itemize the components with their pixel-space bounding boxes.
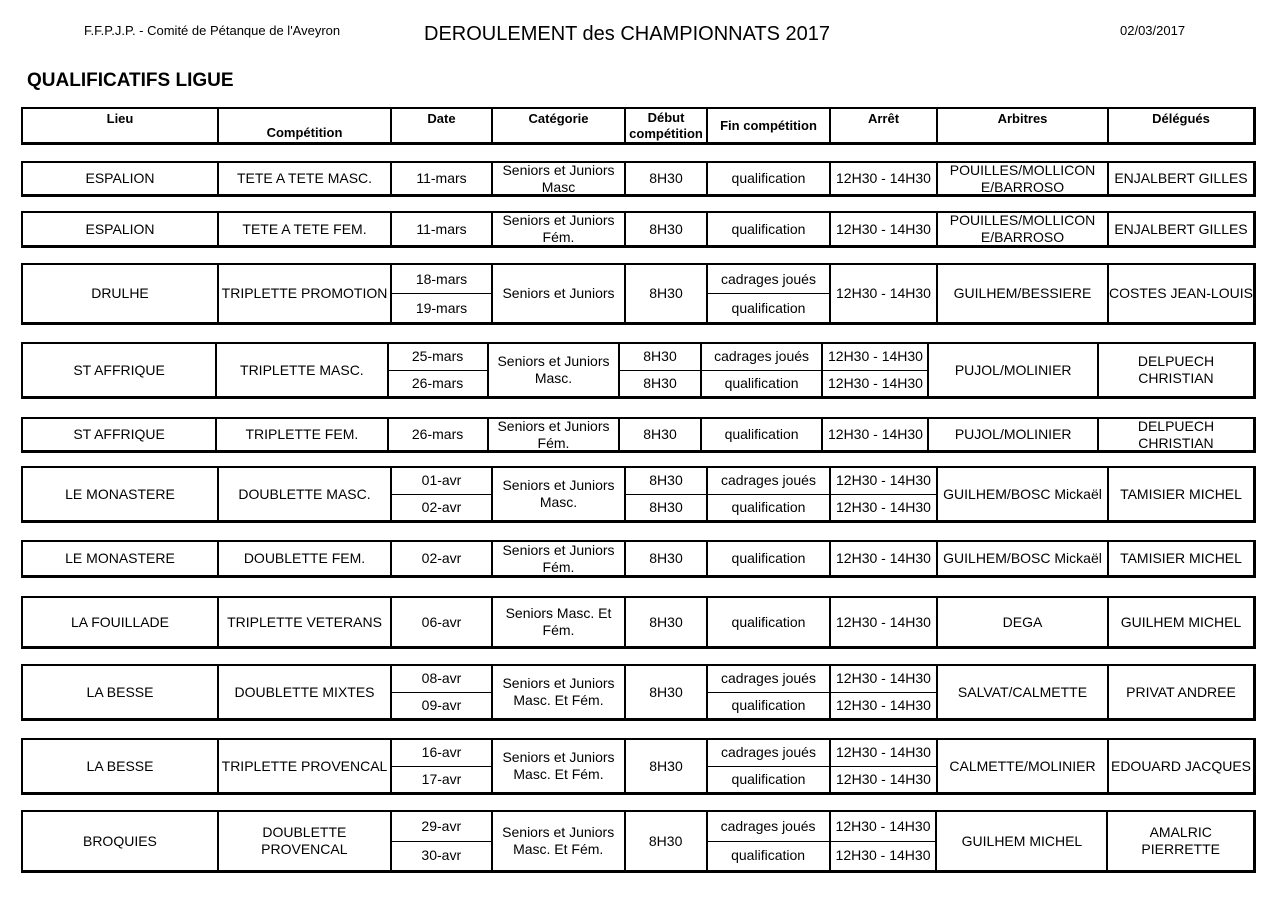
cell-debut <box>620 344 701 396</box>
cell-delegues: DELPUECH CHRISTIAN <box>1137 353 1215 386</box>
table-row <box>21 263 1256 325</box>
cell-categorie: Seniors et Juniors Fém. <box>493 542 626 575</box>
cell-date-line: 19-mars <box>392 293 491 322</box>
cell-delegues: AMALRIC PIERRETTE <box>1141 824 1220 857</box>
document-title: DEROULEMENT des CHAMPIONNATS 2017 <box>424 23 831 45</box>
cell-arbitres: DEGA <box>938 598 1109 646</box>
cell-arret: 12H30 - 14H30 <box>831 265 938 322</box>
cell-fin-line: cadrages joués <box>721 472 816 489</box>
cell-lieu: LA BESSE <box>23 666 219 718</box>
cell-arret <box>831 468 938 520</box>
cell-arret-line: 12H30 - 14H30 <box>831 692 936 719</box>
cell-arret: 12H30 - 14H30 <box>831 213 938 245</box>
cell-fin <box>708 265 831 322</box>
cell-competition: DOUBLETTE PROVENCAL <box>219 812 392 870</box>
section-title: QUALIFICATIFS LIGUE <box>27 70 234 91</box>
cell-fin: qualification <box>708 542 831 575</box>
table-row <box>21 466 1256 523</box>
cell-delegues: DELPUECH CHRISTIAN <box>1137 419 1215 450</box>
cell-categorie: Seniors et Juniors Masc. Et Fém. <box>493 740 626 792</box>
cell-arret <box>831 812 938 870</box>
cell-date <box>389 344 489 396</box>
cell-fin-line: qualification <box>708 766 829 793</box>
cell-arret-line: 12H30 - 14H30 <box>835 817 931 834</box>
cell-arbitres: GUILHEM/BOSC Mickaël <box>938 542 1109 575</box>
cell-lieu: LA BESSE <box>23 740 219 792</box>
cell-categorie: Seniors et Juniors <box>493 265 626 322</box>
document-date: 02/03/2017 <box>1120 23 1186 38</box>
cell-arret-line: 12H30 - 14H30 <box>831 494 936 521</box>
cell-fin-line: cadrages joués <box>720 817 816 834</box>
cell-delegues: COSTES JEAN-LOUIS <box>1109 285 1253 301</box>
cell-arret-line: 12H30 - 14H30 <box>823 370 927 397</box>
header-competition: Compétition <box>219 109 392 142</box>
cell-arbitres: GUILHEM MICHEL <box>937 812 1108 870</box>
cell-arbitres: POUILLES/MOLLICON E/BARROSO <box>938 213 1109 245</box>
cell-fin <box>708 666 831 718</box>
cell-arbitres: SALVAT/CALMETTE <box>938 666 1109 718</box>
cell-debut <box>626 468 708 520</box>
cell-arret-line: 12H30 - 14H30 <box>836 670 931 687</box>
cell-fin: qualification <box>708 163 831 194</box>
cell-debut-line: 8H30 <box>620 370 699 397</box>
cell-categorie: Seniors et Juniors Masc. Et Fém. <box>493 666 626 718</box>
table-row <box>21 161 1256 197</box>
cell-competition: DOUBLETTE FEM. <box>219 542 392 575</box>
cell-fin-line: cadrages joués <box>721 744 816 761</box>
cell-arret-line: 12H30 - 14H30 <box>831 841 936 871</box>
cell-delegues: ENJALBERT GILLES <box>1114 220 1248 237</box>
cell-date: 11-mars <box>392 213 493 245</box>
cell-delegues: TAMISIER MICHEL <box>1120 485 1242 502</box>
table-row <box>21 738 1256 795</box>
cell-arbitres: CALMETTE/MOLINIER <box>938 740 1109 792</box>
cell-date-line: 09-avr <box>392 692 491 719</box>
cell-debut: 8H30 <box>620 419 701 450</box>
cell-fin: qualification <box>708 598 831 646</box>
cell-fin: qualification <box>702 419 824 450</box>
cell-lieu: ESPALION <box>23 163 219 194</box>
cell-fin-line: qualification <box>708 293 829 322</box>
cell-arret: 12H30 - 14H30 <box>831 163 938 194</box>
cell-fin-line: qualification <box>708 841 829 871</box>
cell-date <box>392 740 493 792</box>
cell-delegues: EDOUARD JACQUES <box>1110 757 1252 774</box>
cell-fin-line: qualification <box>702 370 822 397</box>
cell-fin: qualification <box>708 213 831 245</box>
cell-date-line: 02-avr <box>392 494 491 521</box>
table-row <box>21 417 1256 453</box>
cell-debut: 8H30 <box>626 812 708 870</box>
cell-arbitres: GUILHEM/BESSIERE <box>938 265 1109 322</box>
cell-fin-line: cadrages joués <box>721 270 816 287</box>
cell-competition: DOUBLETTE MIXTES <box>219 666 392 718</box>
header-debut: Début compétition <box>626 109 708 142</box>
cell-date: 26-mars <box>389 419 489 450</box>
cell-lieu: DRULHE <box>23 265 219 322</box>
header-date: Date <box>392 109 493 142</box>
cell-date <box>392 468 493 520</box>
header-arret: Arrêt <box>831 109 938 142</box>
cell-categorie: Seniors et Juniors Masc. <box>493 468 626 520</box>
cell-competition: TRIPLETTE MASC. <box>217 344 388 396</box>
cell-arret <box>831 740 938 792</box>
cell-competition: TETE A TETE FEM. <box>219 213 392 245</box>
cell-arret-line: 12H30 - 14H30 <box>836 472 931 489</box>
cell-date: 11-mars <box>392 163 493 194</box>
cell-arret <box>831 666 938 718</box>
table-row <box>21 540 1256 578</box>
cell-lieu: ESPALION <box>23 213 219 245</box>
header-arbitres: Arbitres <box>938 109 1109 142</box>
cell-categorie: Seniors et Juniors Masc <box>493 163 626 194</box>
cell-arret <box>823 344 929 396</box>
cell-competition: DOUBLETTE MASC. <box>219 468 392 520</box>
cell-arret: 12H30 - 14H30 <box>831 542 938 575</box>
cell-categorie: Seniors et Juniors Fém. <box>493 213 626 245</box>
table-header <box>21 107 1256 145</box>
cell-lieu: LE MONASTERE <box>23 542 219 575</box>
cell-lieu: ST AFFRIQUE <box>23 419 217 450</box>
cell-date <box>392 812 493 870</box>
table-row <box>21 596 1256 649</box>
header-lieu: Lieu <box>23 109 219 142</box>
cell-delegues: ENJALBERT GILLES <box>1114 170 1248 186</box>
cell-date-line: 08-avr <box>421 670 462 687</box>
organization-name: F.F.P.J.P. - Comité de Pétanque de l'Aveyron <box>84 23 341 38</box>
cell-debut-line: 8H30 <box>643 348 677 365</box>
cell-fin-line: qualification <box>708 692 829 719</box>
cell-arbitres: POUILLES/MOLLICON E/BARROSO <box>938 163 1109 194</box>
header-delegues: Délégués <box>1152 111 1210 126</box>
cell-date <box>392 666 493 718</box>
cell-delegues: TAMISIER MICHEL <box>1120 550 1242 566</box>
cell-arret: 12H30 - 14H30 <box>823 419 929 450</box>
cell-fin <box>702 344 824 396</box>
cell-debut: 8H30 <box>626 163 708 194</box>
cell-arret-line: 12H30 - 14H30 <box>828 348 923 365</box>
cell-date: 02-avr <box>392 542 493 575</box>
cell-categorie: Seniors et Juniors Masc. <box>489 344 621 396</box>
cell-date: 06-avr <box>392 598 493 646</box>
cell-competition: TRIPLETTE VETERANS <box>219 598 392 646</box>
cell-lieu: ST AFFRIQUE <box>23 344 217 396</box>
cell-fin <box>708 812 831 870</box>
cell-fin <box>708 740 831 792</box>
cell-date <box>392 265 493 322</box>
cell-date-line: 01-avr <box>421 472 462 489</box>
cell-arret-line: 12H30 - 14H30 <box>836 744 931 761</box>
cell-debut-line: 8H30 <box>649 472 683 489</box>
cell-delegues: PRIVAT ANDREE <box>1126 683 1236 700</box>
cell-categorie: Seniors Masc. Et Fém. <box>493 598 626 646</box>
cell-debut: 8H30 <box>626 598 708 646</box>
cell-lieu: LE MONASTERE <box>23 468 219 520</box>
cell-arbitres: PUJOL/MOLINIER <box>929 419 1098 450</box>
cell-debut: 8H30 <box>626 542 708 575</box>
cell-fin-line: cadrages joués <box>714 348 810 365</box>
cell-competition: TETE A TETE MASC. <box>219 163 392 194</box>
cell-debut: 8H30 <box>626 740 708 792</box>
cell-competition: TRIPLETTE FEM. <box>217 419 388 450</box>
cell-debut: 8H30 <box>626 265 708 322</box>
cell-date-line: 18-mars <box>415 270 468 287</box>
cell-date-line: 25-mars <box>411 348 464 365</box>
cell-categorie: Seniors et Juniors Fém. <box>489 419 621 450</box>
cell-fin <box>708 468 831 520</box>
table-row <box>21 342 1256 399</box>
table-row <box>21 810 1256 873</box>
cell-arret-line: 12H30 - 14H30 <box>831 766 936 793</box>
cell-debut-line: 8H30 <box>626 494 706 521</box>
cell-date-line: 17-avr <box>392 766 491 793</box>
header-categorie: Catégorie <box>493 109 626 142</box>
cell-debut: 8H30 <box>626 213 708 245</box>
cell-arret: 12H30 - 14H30 <box>831 598 938 646</box>
cell-categorie: Seniors et Juniors Masc. Et Fém. <box>493 812 626 870</box>
cell-fin-line: qualification <box>708 494 829 521</box>
cell-arbitres: GUILHEM/BOSC Mickaël <box>938 468 1109 520</box>
table-row <box>21 211 1256 248</box>
cell-debut: 8H30 <box>626 666 708 718</box>
cell-date-line: 26-mars <box>389 370 487 397</box>
cell-arbitres: PUJOL/MOLINIER <box>929 344 1098 396</box>
table-row <box>21 664 1256 721</box>
cell-lieu: LA FOUILLADE <box>23 598 219 646</box>
cell-competition: TRIPLETTE PROMOTION <box>219 265 392 322</box>
cell-date-line: 29-avr <box>421 817 462 834</box>
cell-lieu: BROQUIES <box>23 812 219 870</box>
cell-competition: TRIPLETTE PROVENCAL <box>219 740 392 792</box>
cell-date-line: 30-avr <box>392 841 491 871</box>
cell-delegues: GUILHEM MICHEL <box>1120 613 1242 630</box>
cell-fin-line: cadrages joués <box>721 670 816 687</box>
cell-date-line: 16-avr <box>421 744 462 761</box>
header-fin: Fin compétition <box>708 109 831 142</box>
